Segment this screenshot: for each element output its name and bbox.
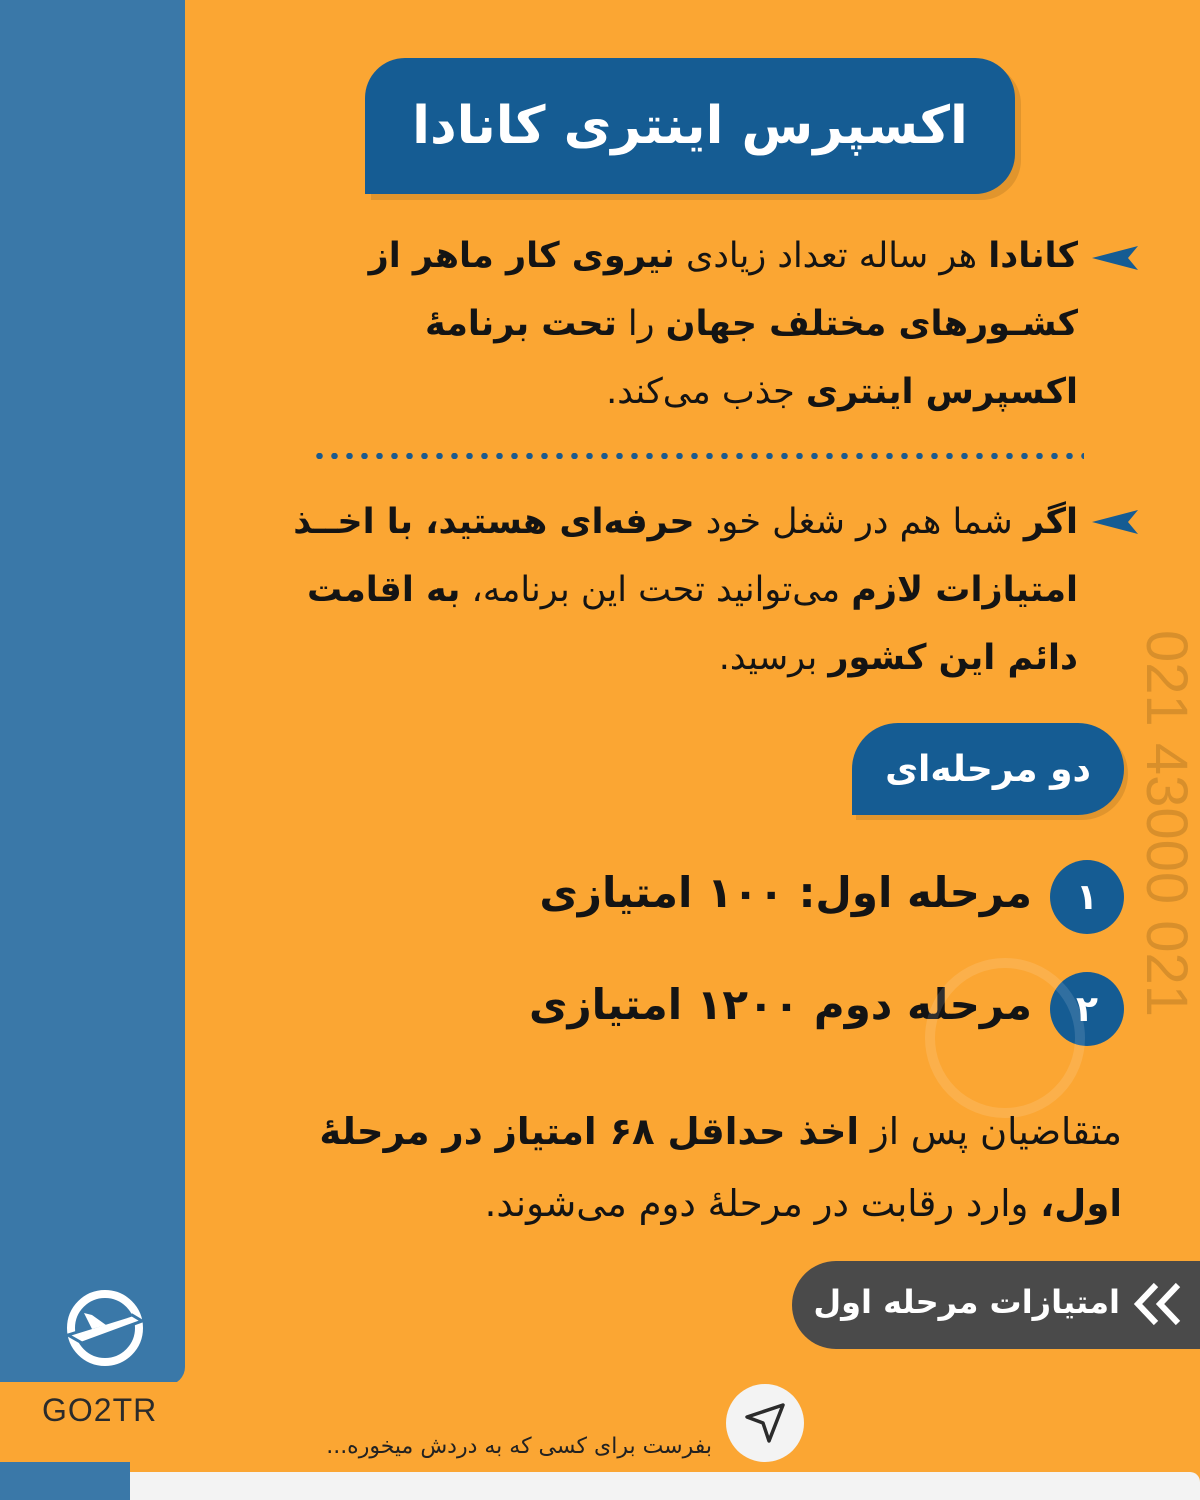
- watermark-logo: [925, 958, 1085, 1118]
- elig-span-professional: حرفه‌ای هستید،: [425, 502, 695, 542]
- intro-span-2: هر ساله تعداد زیادی: [674, 236, 989, 276]
- brand-name: GO2TR: [42, 1392, 158, 1428]
- double-chevron-left-icon: [1130, 1281, 1184, 1327]
- dotted-divider: [312, 453, 1084, 459]
- bullet-arrow-icon: [1092, 510, 1138, 534]
- section-pill: دو مرحله‌ای: [852, 723, 1124, 815]
- elig-span-2: شما هم در شغل خود: [694, 502, 1024, 542]
- share-caption: بفرست برای کسی که به دردش میخوره...: [326, 1434, 712, 1459]
- intro-span-workforce: نیروی کار ماهر: [412, 236, 675, 276]
- elig-span-residence: به اقامت دائم این کشور: [307, 570, 1078, 678]
- elig-span-7: برسید.: [718, 638, 829, 678]
- step-label: مرحله دوم ۱۲۰۰ امتیازی: [528, 980, 1032, 1029]
- step-label: مرحله اول: ۱۰۰ امتیازی: [539, 868, 1032, 917]
- watermark-phone: 021 43000 021: [1134, 630, 1199, 1018]
- summary-paragraph: [250, 1096, 1122, 1240]
- send-icon: [743, 1401, 787, 1445]
- step-number: ۱: [1050, 860, 1124, 934]
- left-sidebar-band: [0, 0, 185, 1385]
- elig-span-if: اگر: [1023, 502, 1078, 542]
- summary-span-min-points: اخذ حداقل ۶۸ امتیاز در مرحلهٔ اول،: [319, 1110, 1122, 1225]
- footer-white-band: [130, 1472, 1200, 1500]
- step-number: ۲: [1050, 972, 1124, 1046]
- next-page-label: امتیازات مرحله اول: [813, 1283, 1120, 1321]
- eligibility-paragraph: [290, 488, 1078, 692]
- share-button[interactable]: [726, 1384, 804, 1462]
- footer-blue-band: [0, 1462, 130, 1500]
- intro-span-countries: از کشـورهای مختلف جهان: [368, 236, 1078, 344]
- intro-span-7: جذب می‌کند.: [606, 372, 806, 412]
- intro-span-program: تحت برنامهٔ اکسپرس اینتری: [425, 304, 1078, 412]
- page-title: اکسپرس اینتری کانادا: [365, 58, 1015, 194]
- intro-span-5: را: [616, 304, 666, 344]
- summary-span-3: وارد رقابت در مرحلهٔ دوم می‌شوند.: [484, 1182, 1041, 1225]
- intro-paragraph: [290, 222, 1078, 426]
- bullet-arrow-icon: [1092, 246, 1138, 270]
- elig-span-5: می‌توانید تحت این برنامه،: [460, 570, 852, 610]
- summary-span-1: متقاضیان پس از: [859, 1110, 1122, 1153]
- next-page-button[interactable]: [792, 1261, 1200, 1349]
- plane-logo-icon: [62, 1285, 148, 1371]
- intro-span-canada: کانادا: [988, 236, 1078, 276]
- elig-span-points: با اخــذ امتیازات لازم: [293, 502, 1078, 610]
